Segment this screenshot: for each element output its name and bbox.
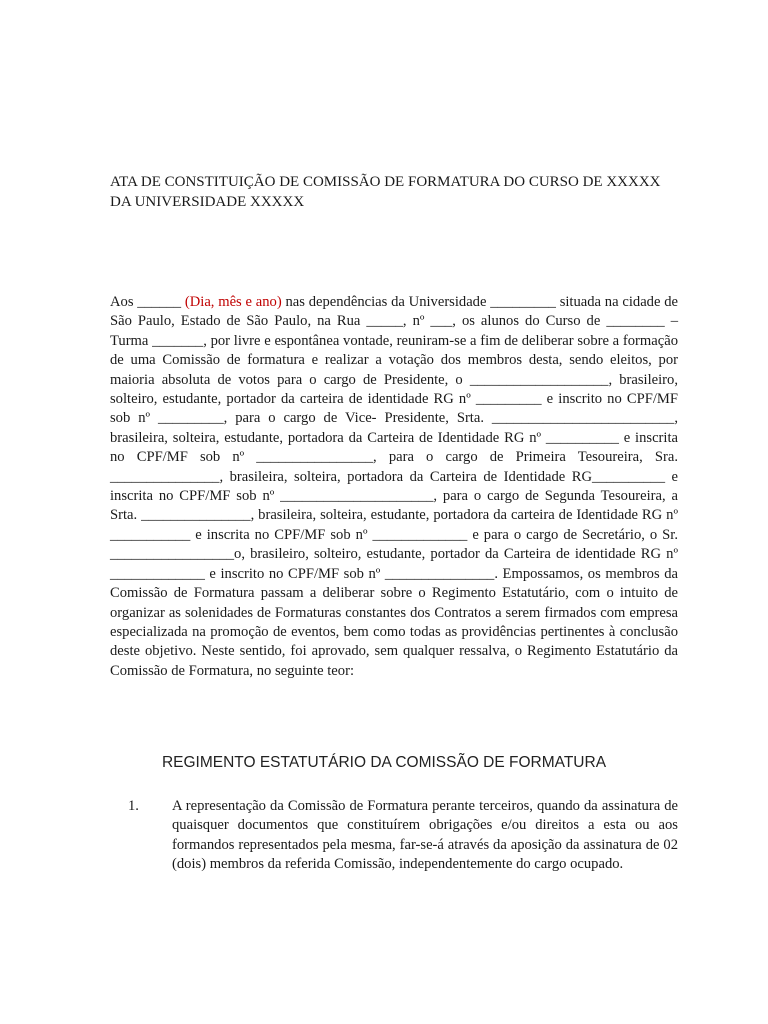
clause-item (128, 797, 678, 875)
minutes-body (110, 293, 678, 681)
date-placeholder: (Dia, mês e ano) (184, 294, 282, 310)
document-title: ATA DE CONSTITUIÇÃO DE COMISSÃO DE FORMATURA DO CURSO DE XXXXX DA UNIVERSIDADE XXXXX (110, 174, 661, 210)
minutes-body-text: nas dependências da Universidade _________ situada na cidade de São Paulo, Estado de São Paulo, na Rua _____, nº ___, os alunos do Curso de ________ – Turma _______, por livre e espontânea vontade, reuniram-se a fim de deliberar sobre a formação de uma Comissão de formatura e realizar a votação dos membros desta, sendo eleitos, por maioria absoluta de votos para o cargo de Presidente, o ___________________, brasileiro, solteiro, estudante, portador da carteira de identidade RG nº _________ e inscrito no CPF/MF sob nº _________, para o cargo de Vice- Presidente, Srta. _________________________, brasileira, solteira, estudante, portadora da Carteira de Identidade RG nº __________ e inscrita no CPF/MF sob nº ________________, para o cargo de Primeira Tesoureira, Sra. _______________, brasileira, solteira, portadora da Carteira de Identidade RG__________ e inscrita no CPF/MF sob nº _____________________, para o cargo de Segunda Tesoureira, a Srta. _______________, brasileira, solteira, estudante, portadora da carteira de Identidade RG nº ___________ e inscrita no CPF/MF sob nº _____________ e para o cargo de Secretário, o Sr. _________________o, brasileiro, solteiro, estudante, portador da Carteira de identidade RG nº _____________ e inscrito no CPF/MF sob nº _______________. Empossamos, os membros da Comissão de Formatura passam a deliberar sobre o Regimento Estatutário, com o intuito de organizar as solenidades de Formaturas constantes dos Contratos a serem firmados com empresa especializada na promoção de eventos, bem como todas as providências pertinentes à conclusão deste objetivo. Neste sentido, foi aprovado, sem qualquer ressalva, o Regimento Estatutário da Comissão de Formatura, no seguinte teor: (110, 294, 678, 679)
clause-number: 1. (128, 798, 139, 814)
minutes-body-prefix: Aos ______ (110, 294, 185, 310)
clause-text: A representação da Comissão de Formatura perante terceiros, quando da assinatura de quaisquer documentos que constituírem obrigações e/ou direitos a esta ou aos formandos representados pela mesma, far-se-á através da aposição da assinatura de 02 (dois) membros da referida Comissão, independentemente do cargo ocupado. (172, 798, 678, 873)
section-heading: REGIMENTO ESTATUTÁRIO DA COMISSÃO DE FORMATURA (161, 754, 607, 771)
